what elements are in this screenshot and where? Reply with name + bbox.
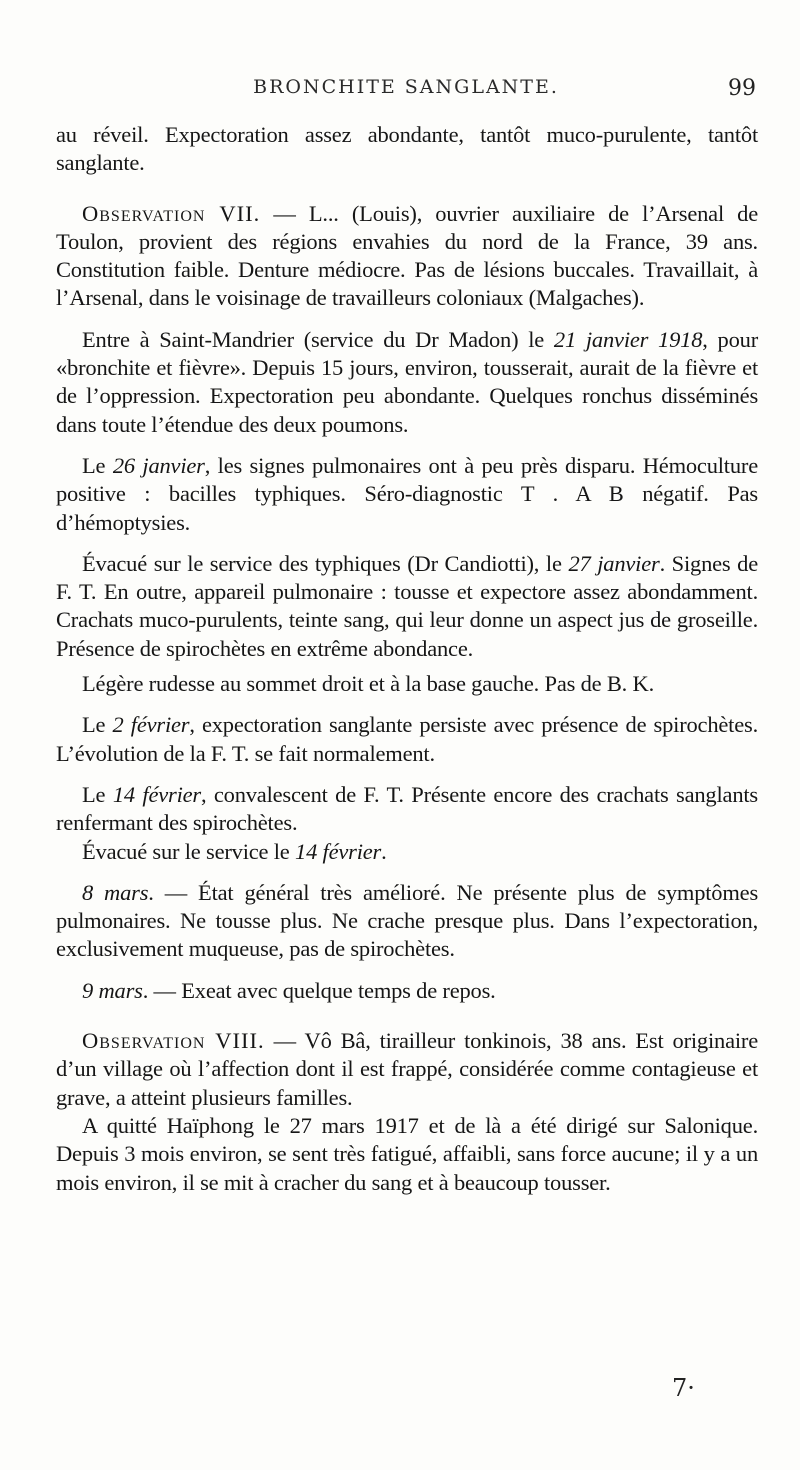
paragraph-8-mars — [56, 879, 758, 964]
admission-text-a: Entre à Saint-Mandrier (service du Dr Madon) le — [82, 326, 554, 352]
p10-date: 8 mars — [82, 879, 149, 905]
paragraph-evacuation-service — [56, 838, 758, 866]
observation-vii-label: Observation VII. — [82, 200, 261, 226]
paragraph-evacuation-typhiques — [56, 550, 758, 663]
running-head: BRONCHITE SANGLANTE. — [253, 76, 559, 98]
paragraph-26-janvier — [56, 452, 758, 537]
p7-date: 2 février — [112, 712, 190, 738]
observation-viii-text: — Vô Bâ, tirailleur tonkinois, 38 ans. Est originaire d’un village où l’affection dont il est frappé, considérée comme contagieuse et grave, a atteint plusieurs familles. — [56, 1028, 759, 1110]
p5-text-a: Évacué sur le service des typhiques (Dr Candiotti), le — [82, 550, 569, 576]
observation-vii-text: — L... (Louis), ouvrier auxiliaire de l’Arsenal de Toulon, provient des régions envahies du nord de la France, 39 ans. Constitution faible. Denture médiocre. Pas de lésions buccales. Travaillait, à l’Arsenal, dans le voisinage de travailleurs coloniaux (Malgaches). — [56, 200, 759, 311]
admission-date: 21 janvier 1918 — [553, 326, 703, 352]
signature-mark: 7· — [672, 1374, 695, 1402]
observation-viii-label: Observation VIII. — [82, 1028, 265, 1054]
p5-date: 27 janvier — [568, 550, 660, 576]
paragraph-observation-vii — [56, 200, 758, 313]
p8-text-a: Le — [82, 781, 113, 807]
p11-text: . — Exeat avec quelque temps de repos. — [142, 977, 496, 1003]
p7-text-a: Le — [82, 712, 113, 738]
paragraph-14-fevrier — [56, 781, 758, 838]
p5-text-b: . Signes de F. T. En outre, appareil pulmonaire : tousse et expectore assez abondamment. Crachats muco-purulents, teinte sang, qui leur donne un aspect jus de groseille. Présence de spirochètes en extrême abondance. — [56, 550, 758, 661]
paragraph-haiphong: A quitté Haïphong le 27 mars 1917 et de là a été dirigé sur Salonique. Depuis 3 mois environ, se sent très fatigué, affaibli, sans force aucune; il y a un mois environ, il se mit à cracher du sang et à beaucoup tousser. — [56, 1112, 758, 1195]
p9-text-a: Évacué sur le service le — [82, 838, 296, 864]
paragraph-admission — [56, 326, 758, 439]
p9-date: 14 février — [295, 838, 382, 864]
paragraph-9-mars — [56, 977, 758, 1005]
p8-date: 14 février — [112, 781, 201, 807]
p9-text-b: . — [381, 838, 387, 864]
paragraph-observation-viii — [56, 1027, 758, 1112]
body-text — [56, 121, 758, 1197]
paragraph-rudesse: Légère rudesse au sommet droit et à la base gauche. Pas de B. K. — [82, 671, 655, 697]
p4-date: 26 janvier — [112, 452, 205, 478]
p11-date: 9 mars — [82, 977, 143, 1003]
admission-text-b: , pour «bronchite et fièvre». Depuis 15 jours, environ, tousserait, aurait de la fièvre et de l’oppression. Expectoration peu abondante. Quelques ronchus disséminés dans toute l’étendue des deux poumons. — [56, 326, 758, 437]
p4-text-a: Le — [82, 452, 113, 478]
p7-text-b: , expectoration sanglante persiste avec présence de spirochètes. L’évolution de la F. T. se fait normalement. — [56, 712, 758, 766]
p10-text: . — État général très amélioré. Ne présente plus de symptômes pulmonaires. Ne tousse plus. Ne crache presque plus. Dans l’expectoration, exclusivement muqueuse, pas de spirochètes. — [56, 879, 759, 962]
paragraph-continuation: au réveil. Expectoration assez abondante, tantôt muco-purulente, tantôt sanglante. — [56, 122, 758, 176]
p8-text-b: , convalescent de F. T. Présente encore des crachats sanglants renfermant des spirochètes. — [56, 781, 758, 836]
page-header — [56, 76, 756, 108]
paragraph-2-fevrier — [56, 711, 758, 768]
page-number: 99 — [728, 76, 756, 101]
p4-text-b: , les signes pulmonaires ont à peu près disparu. Hémoculture positive : bacilles typhiques. Séro-diagnostic T . A B négatif. Pas d’hémoptysies. — [56, 452, 758, 535]
